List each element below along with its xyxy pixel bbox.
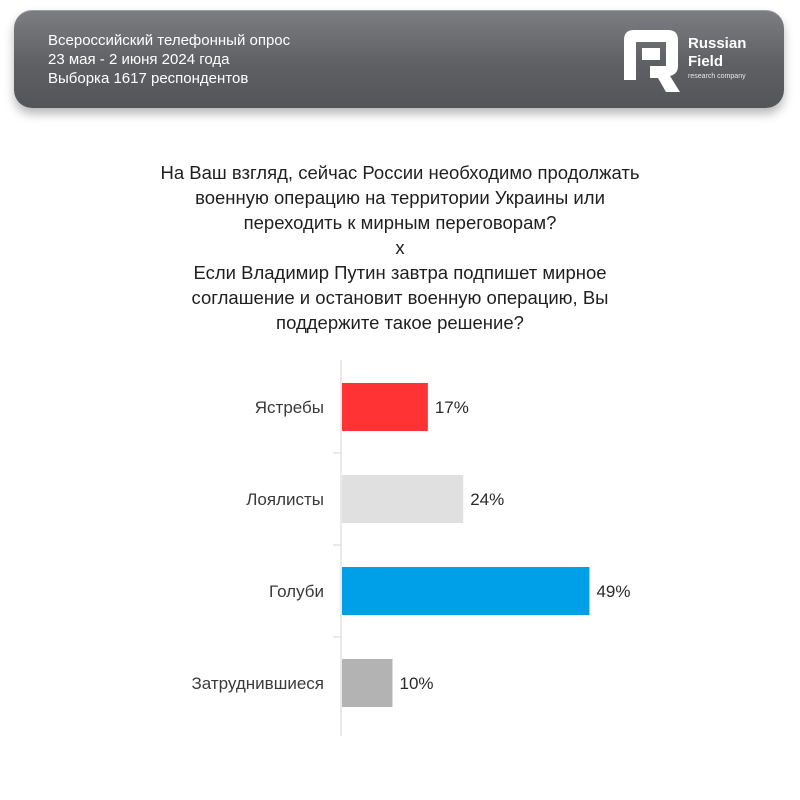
question-line: переходить к мирным переговорам? [243, 212, 557, 233]
survey-type: Всероссийский телефонный опрос [48, 32, 291, 49]
header-banner [14, 10, 784, 108]
survey-dates: 23 мая - 2 июня 2024 года [48, 51, 230, 68]
bar-chart [0, 360, 800, 750]
question-line: Если Владимир Путин завтра подпишет мирное [193, 262, 607, 283]
question-line: На Ваш взгляд, сейчас России необходимо продолжать [160, 162, 640, 183]
bar-4 [342, 659, 393, 707]
survey-question [60, 160, 740, 335]
rf-logo-icon [620, 26, 682, 96]
bar-2 [342, 475, 463, 523]
value-label: 24% [470, 490, 505, 509]
survey-info [48, 31, 290, 88]
category-label: Затруднившиеся [191, 674, 324, 693]
value-label: 49% [596, 582, 631, 601]
logo-subtitle: research company [688, 73, 746, 80]
question-line: соглашение и остановит военную операцию, Вы [191, 287, 609, 308]
value-label: 10% [399, 674, 434, 693]
question-line: военную операцию на территории Украины или [195, 187, 605, 208]
logo-word-russian: Russian [688, 35, 747, 52]
survey-sample: Выборка 1617 респондентов [48, 70, 249, 87]
category-label: Голуби [269, 582, 324, 601]
category-label: Лоялисты [246, 490, 324, 509]
value-label: 17% [434, 398, 469, 417]
russian-field-logo [620, 26, 770, 96]
bar-3 [342, 567, 589, 615]
question-line: поддержите такое решение? [276, 312, 524, 333]
logo-word-field: Field [688, 53, 724, 70]
category-label: Ястребы [254, 398, 324, 417]
question-separator: х [395, 237, 405, 258]
bar-1 [342, 383, 428, 431]
